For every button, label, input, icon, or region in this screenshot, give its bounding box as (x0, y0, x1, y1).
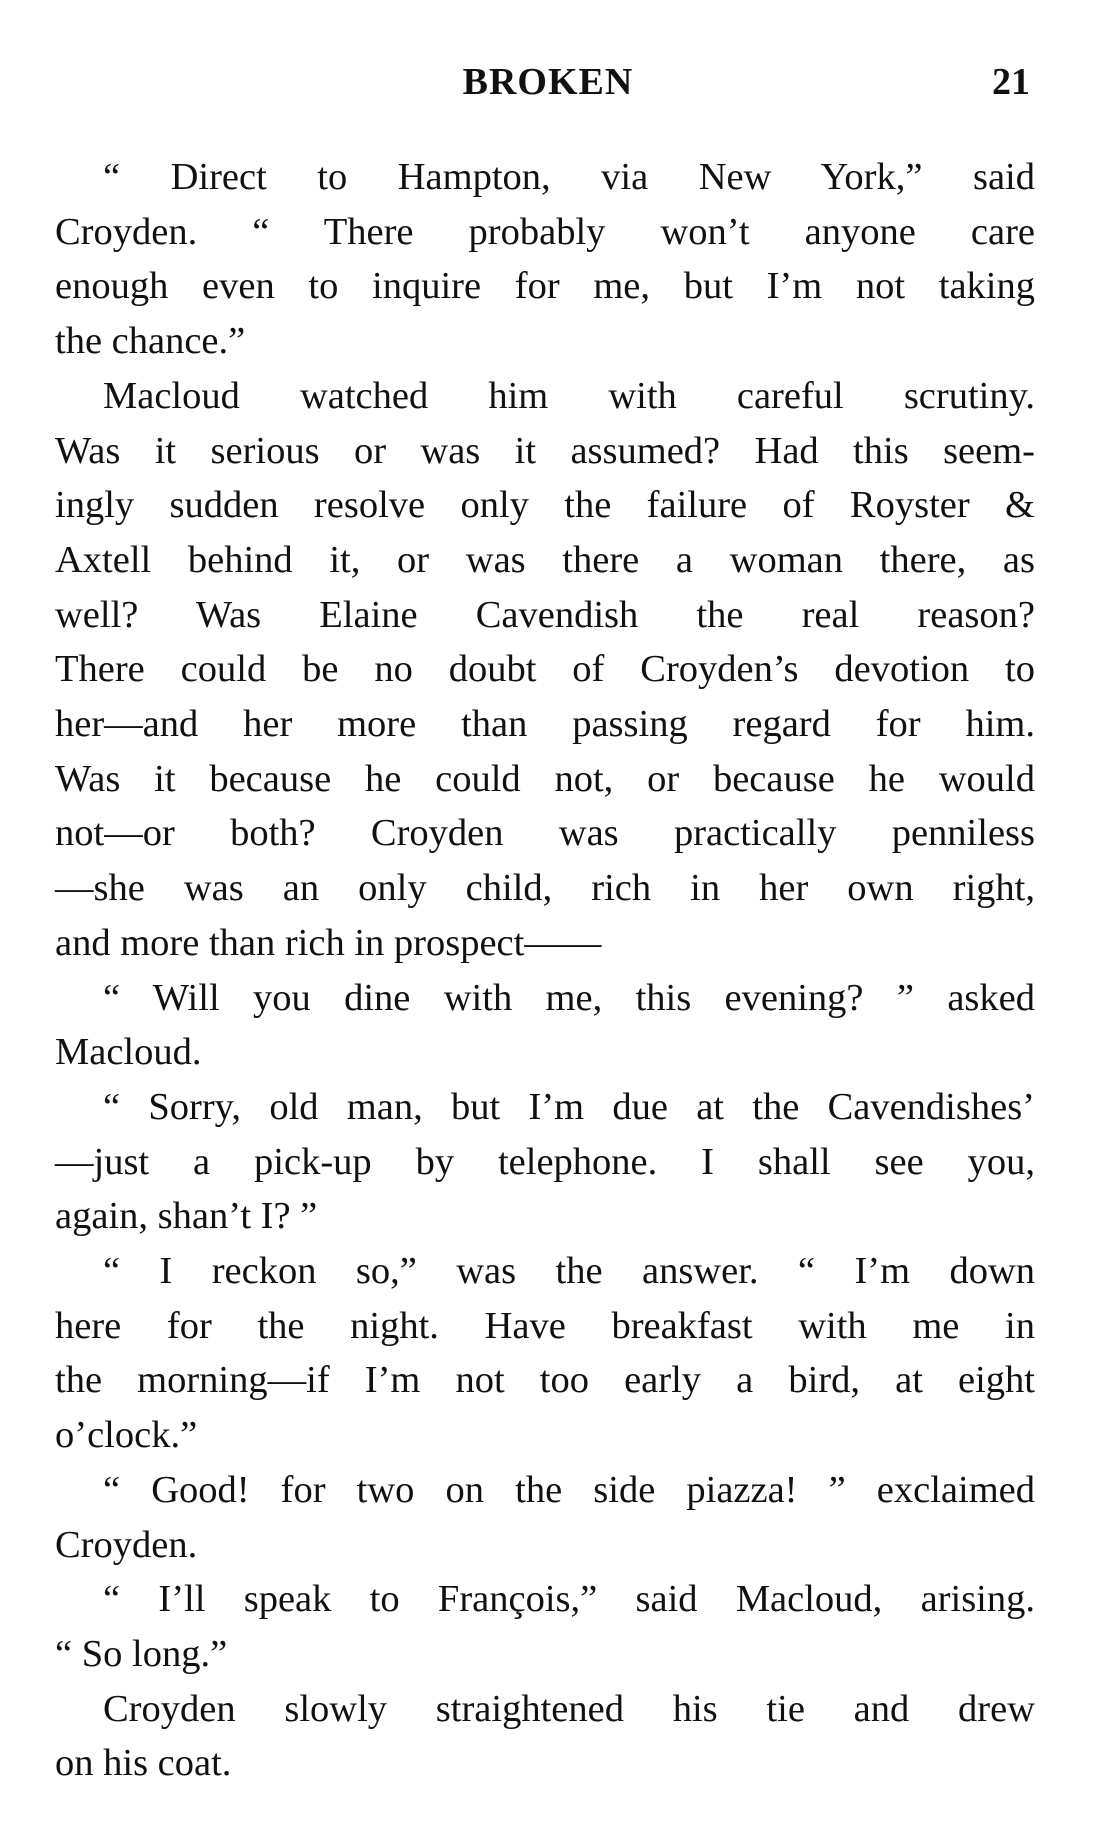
paragraph (55, 971, 1035, 1080)
text-line: the chance.” (55, 320, 246, 363)
text-line: Was it because he could not, or because he would (55, 757, 1035, 800)
text-line: “ Direct to Hampton, via New York,” said (103, 156, 1035, 198)
text-line: again, shan’t I? ” (55, 1195, 318, 1238)
text-line: enough even to inquire for me, but I’m not taking (55, 265, 1035, 308)
text-line: Croyden slowly straightened his tie and drew (103, 1687, 1035, 1730)
running-head (0, 52, 1096, 112)
text-line: “ I’ll speak to François,” said Macloud, arising. (103, 1578, 1035, 1621)
text-line: “ So long.” (55, 1632, 228, 1675)
text-line: Croyden. “ There probably won’t anyone care (55, 210, 1035, 253)
paragraph (55, 1080, 1035, 1244)
text-line: o’clock.” (55, 1414, 198, 1457)
text-line: the morning—if I’m not too early a bird, at eight (55, 1359, 1035, 1402)
body-text (55, 150, 1035, 1791)
running-title: BROKEN (462, 61, 634, 103)
paragraph (55, 1682, 1035, 1791)
text-line: —just a pick-up by telephone. I shall see you, (55, 1140, 1035, 1183)
text-line: “ Sorry, old man, but I’m due at the Cavendishes’ (103, 1085, 1035, 1128)
text-line: on his coat. (55, 1742, 232, 1785)
text-line: “ Good! for two on the side piazza! ” exclaimed (103, 1468, 1035, 1511)
text-line: “ I reckon so,” was the answer. “ I’m down (103, 1250, 1035, 1293)
paragraph (55, 369, 1035, 971)
text-line: There could be no doubt of Croyden’s devotion to (55, 648, 1035, 691)
text-line: Macloud watched him with careful scrutiny. (103, 374, 1035, 417)
text-line: and more than rich in prospect—— (55, 921, 602, 964)
text-line: her—and her more than passing regard for him. (55, 703, 1035, 746)
text-line: Macloud. (55, 1031, 202, 1074)
text-line: Axtell behind it, or was there a woman there, as (55, 538, 1035, 581)
paragraph (55, 1572, 1035, 1681)
text-line: —she was an only child, rich in her own right, (55, 867, 1035, 910)
text-line: not—or both? Croyden was practically penniless (55, 812, 1035, 855)
text-line: “ Will you dine with me, this evening? ” asked (103, 976, 1035, 1019)
text-line: well? Was Elaine Cavendish the real reason? (55, 593, 1035, 636)
text-line: ingly sudden resolve only the failure of Royster & (55, 484, 1035, 527)
paragraph (55, 150, 1035, 369)
text-line: Croyden. (55, 1523, 198, 1566)
page-number: 21 (992, 61, 1030, 103)
text-line: here for the night. Have breakfast with me in (55, 1304, 1035, 1347)
paragraph (55, 1463, 1035, 1572)
paragraph (55, 1244, 1035, 1463)
text-line: Was it serious or was it assumed? Had this seem- (55, 429, 1035, 472)
